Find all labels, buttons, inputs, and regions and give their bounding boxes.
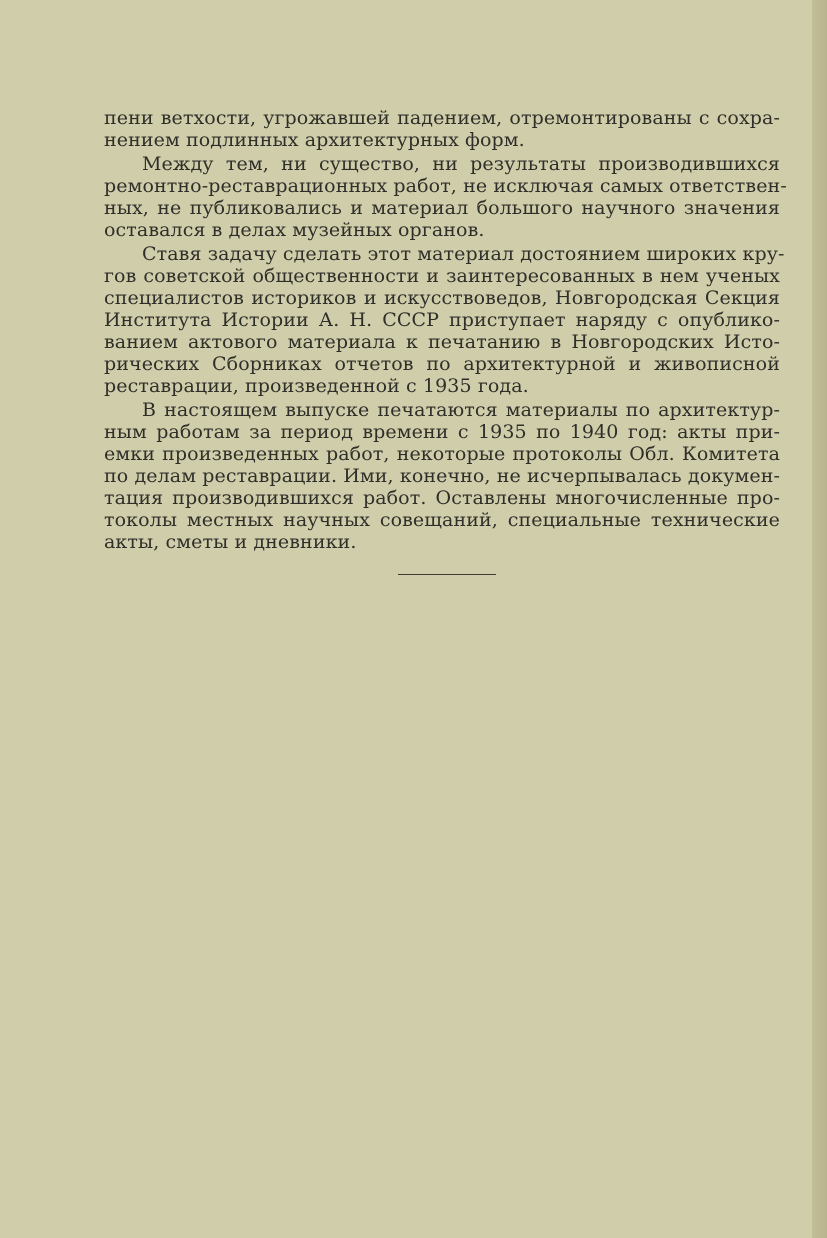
section-divider: [398, 574, 496, 575]
text-line: Между тем, ни существо, ни результаты производившихся: [142, 153, 780, 175]
text-line: нением подлинных архитектурных форм.: [104, 129, 525, 151]
text-line: специалистов историков и искусствоведов, Новгородская Секция: [104, 287, 780, 309]
paragraph: [104, 243, 785, 397]
text-line: ванием актового материала к печатанию в Новгородских Исто-: [104, 331, 780, 353]
text-line: Ставя задачу сделать этот материал достоянием широких кру-: [142, 243, 785, 265]
text-line: реставрации, произведенной с 1935 года.: [104, 375, 529, 397]
paragraph: [104, 107, 780, 151]
text-line: тация производившихся работ. Оставлены многочисленные про-: [104, 487, 780, 509]
text-line: емки произведенных работ, некоторые протоколы Обл. Комитета: [104, 443, 780, 465]
paragraph: [104, 399, 780, 553]
page-edge: [812, 0, 827, 1238]
text-line: гов советской общественности и заинтересованных в нем ученых: [104, 265, 780, 287]
text-line: пени ветхости, угрожавшей падением, отремонтированы с сохра-: [104, 107, 780, 129]
body-text: [104, 107, 787, 553]
text-line: рических Сборниках отчетов по архитектурной и живописной: [104, 353, 780, 375]
text-line: В настоящем выпуске печатаются материалы по архитектур-: [142, 399, 780, 421]
text-line: ремонтно-реставрационных работ, не исключая самых ответствен-: [104, 175, 787, 197]
text-line: по делам реставрации. Ими, конечно, не исчерпывалась докумен-: [104, 465, 780, 487]
text-line: ных, не публиковались и материал большого научного значения: [104, 197, 780, 219]
paragraph: [104, 153, 787, 241]
text-line: оставался в делах музейных органов.: [104, 219, 485, 241]
text-line: акты, сметы и дневники.: [104, 531, 357, 553]
text-line: токолы местных научных совещаний, специальные технические: [104, 509, 780, 531]
text-line: ным работам за период времени с 1935 по 1940 год: акты при-: [104, 421, 780, 443]
text-line: Института Истории А. Н. СССР приступает наряду с опублико-: [104, 309, 780, 331]
